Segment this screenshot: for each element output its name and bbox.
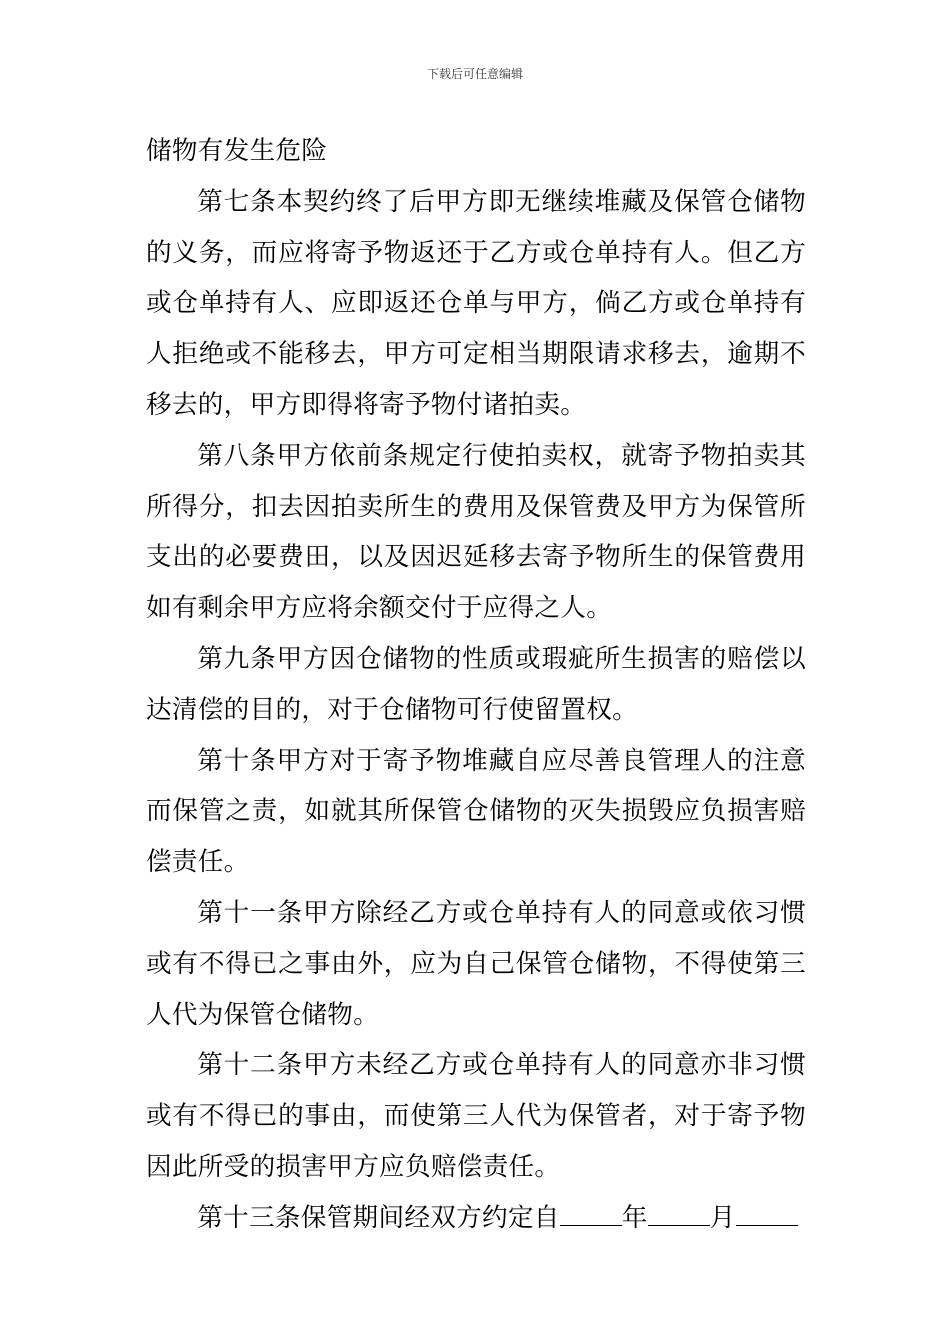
paragraph-continuation: 储物有发生危险 bbox=[146, 136, 328, 166]
paragraph-article-10: 第十条甲方对于寄予物堆藏自应尽善良管理人的注意而保管之责，如就其所保管仓储物的灭失损毁应负损害赔偿责任。 bbox=[146, 745, 806, 878]
paragraph-article-7: 第七条本契约终了后甲方即无继续堆藏及保管仓储物的义务，而应将寄予物返还于乙方或仓单持有人。但乙方或仓单持有人、应即返还仓单与甲方，倘乙方或仓单持有人拒绝或不能移去，甲方可定相当期限请求移去，逾期不移去的，甲方即得将寄予物付诸拍卖。 bbox=[146, 186, 806, 420]
month-label: 月 bbox=[709, 1202, 736, 1233]
year-label: 年 bbox=[621, 1202, 648, 1233]
blank-month-line bbox=[648, 1224, 710, 1226]
paragraph-article-13 bbox=[146, 1193, 806, 1244]
document-body bbox=[146, 126, 806, 1244]
blank-year-line bbox=[560, 1224, 622, 1226]
paragraph-article-12: 第十二条甲方未经乙方或仓单持有人的同意亦非习惯或有不得已的事由，而使第三人代为保管者，对于寄予物因此所受的损害甲方应负赔偿责任。 bbox=[146, 1050, 806, 1182]
page-header: 下载后可任意编辑 bbox=[426, 67, 523, 81]
paragraph-article-8: 第八条甲方依前条规定行使拍卖权，就寄予物拍卖其所得分，扣去因拍卖所生的费用及保管费及甲方为保管所支出的必要费田，以及因迟延移去寄予物所生的保管费用如有剩余甲方应将余额交付于应得之人。 bbox=[146, 440, 806, 624]
paragraph-article-11: 第十一条甲方除经乙方或仓单持有人的同意或依习惯或有不得已之事由外，应为自己保管仓储物，不得使第三人代为保管仓储物。 bbox=[146, 897, 806, 1030]
blank-day-line bbox=[736, 1224, 798, 1226]
article-13-prefix: 第十三条保管期间经双方约定自 bbox=[197, 1202, 560, 1233]
paragraph-article-9: 第九条甲方因仓储物的性质或瑕疵所生损害的赔偿以达清偿的目的，对于仓储物可行使留置权。 bbox=[146, 643, 806, 725]
